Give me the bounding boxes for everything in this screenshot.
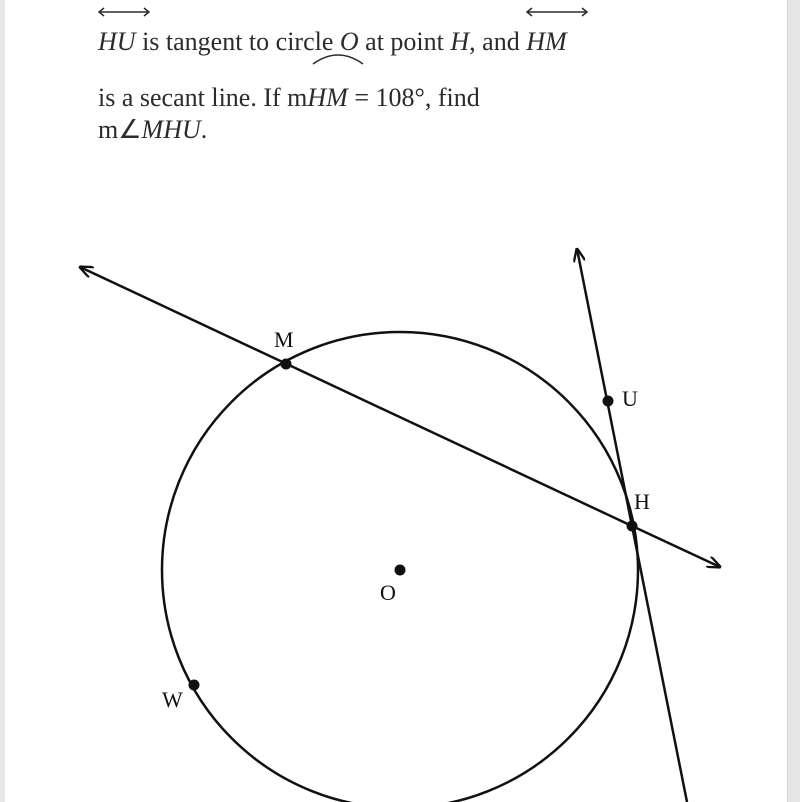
point-h xyxy=(627,521,638,532)
secant-line-mh-left xyxy=(80,267,632,526)
circle-o-label: O xyxy=(339,27,359,56)
angle-suffix: . xyxy=(200,115,208,144)
angle-prefix: m∠ xyxy=(98,115,142,144)
point-w xyxy=(189,680,200,691)
point-h-label: H xyxy=(450,27,470,56)
label-m: M xyxy=(274,327,294,352)
label-u: U xyxy=(622,386,638,411)
text-secant: is a secant line. If m xyxy=(98,83,308,112)
arc-hm-label: HM xyxy=(307,83,348,112)
ray-hu-label: HU xyxy=(98,27,136,56)
label-o: O xyxy=(380,580,396,605)
text-at-point: at point xyxy=(358,27,451,56)
text-and: , and xyxy=(469,27,527,56)
text-measure: = 108°, find xyxy=(347,83,480,112)
line-hm-label: HM xyxy=(526,27,567,56)
text-tangent: is tangent to circle xyxy=(135,27,340,56)
angle-mhu-label: MHU xyxy=(141,115,201,144)
tangent-line-hu-bottom xyxy=(632,526,687,802)
label-w: W xyxy=(162,687,183,712)
point-m xyxy=(281,359,292,370)
point-u xyxy=(603,396,614,407)
label-h: H xyxy=(634,489,650,514)
secant-line-mh-right xyxy=(632,526,720,567)
point-o xyxy=(395,565,406,576)
